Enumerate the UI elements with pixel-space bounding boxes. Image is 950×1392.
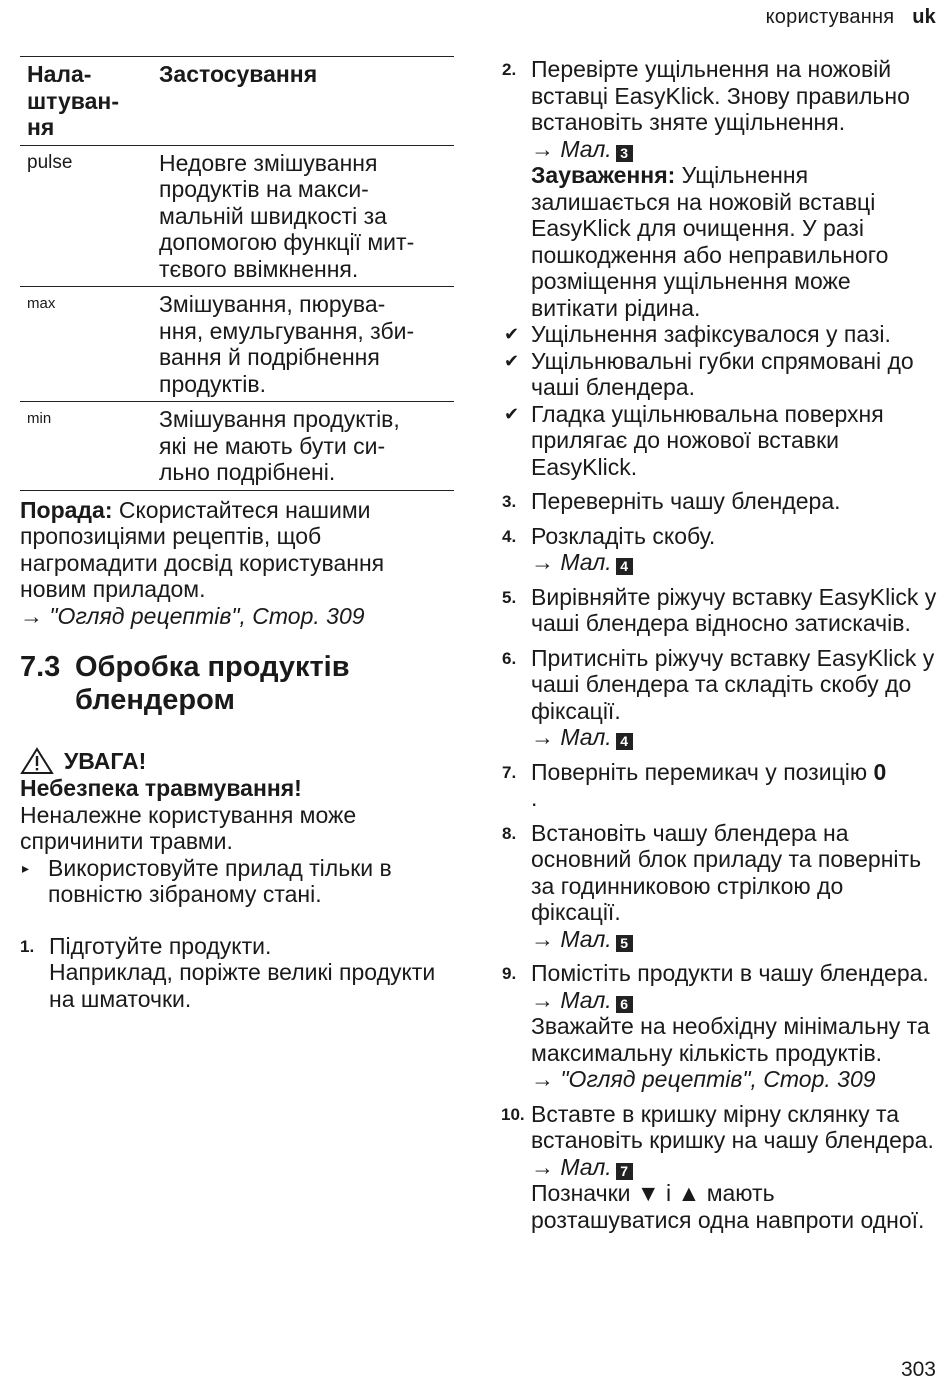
- figure-number: 4: [616, 558, 633, 575]
- marks-text-tail: мають розташуватися одна навпроти одної.: [531, 1180, 925, 1233]
- step-6: [502, 645, 938, 751]
- section-title: Обробка продуктів блендером: [75, 651, 350, 716]
- bullet-arrow-icon: ▸: [22, 859, 30, 876]
- figure-ref-label: → Мал.: [531, 986, 612, 1013]
- header-lang: uk: [912, 6, 936, 28]
- marks-text: Позначки: [531, 1180, 637, 1206]
- step-number: 8.: [502, 823, 517, 843]
- figure-number: 6: [616, 996, 633, 1013]
- step-7: [502, 759, 938, 812]
- step-number: 10.: [501, 1104, 525, 1124]
- step-9: [502, 960, 938, 1093]
- table-cell-setting: min: [27, 410, 52, 427]
- tip-text: Скористайтеся нашими пропозиціями рецептів, щоб нагромадити досвід користування новим приладом.: [20, 496, 385, 602]
- step-extra: [531, 1180, 938, 1233]
- figure-ref-label: → Мал.: [531, 549, 612, 575]
- step-text: Переверніть чашу блендера.: [531, 488, 841, 514]
- step-text: Встановіть чашу блендера на основний блок приладу та поверніть за годинниковою стрілкою до фіксації.: [531, 819, 922, 925]
- warning-subtitle: Небезпека травмування!: [20, 775, 302, 801]
- step-2: [502, 56, 938, 321]
- figure-ref[interactable]: [531, 987, 938, 1014]
- step-text: Підготуйте продукти.: [49, 932, 272, 959]
- check-text: Ущільнення зафіксувалося у пазі.: [531, 321, 891, 347]
- warning-triangle-icon: [20, 747, 54, 775]
- figure-ref-label: → Мал.: [531, 135, 612, 162]
- section-number: 7.3: [20, 651, 61, 683]
- switch-position: 0: [873, 758, 887, 785]
- triangle-down-icon: ▼: [636, 1180, 660, 1206]
- step-5: [502, 584, 938, 637]
- recipes-xref[interactable]: → "Огляд рецептів", Стор. 309: [531, 1066, 876, 1092]
- figure-ref-label: → Мал.: [531, 724, 612, 750]
- check-text: Ущільнювальні губки спрямовані до чаші блендера.: [531, 347, 914, 400]
- section-heading: [20, 651, 454, 717]
- warning-bullet: [20, 855, 454, 908]
- check-item: [502, 321, 938, 348]
- figure-number: 5: [616, 935, 633, 952]
- step-number: 7.: [502, 762, 517, 782]
- header-section: користування: [765, 6, 895, 28]
- page-header: [766, 6, 936, 29]
- table-row: [20, 402, 454, 491]
- step-3: [502, 488, 938, 515]
- tip-block: [20, 497, 454, 630]
- step-10: [502, 1101, 938, 1234]
- warning-block: [20, 747, 454, 908]
- step-text: Вирівняйте ріжучу вставку EasyKlick у чаші блендера відносно затискачів.: [531, 583, 937, 636]
- step-text-main: Поверніть перемикач у позицію: [531, 758, 874, 785]
- step-text: [531, 759, 938, 812]
- step-number: 5.: [502, 587, 517, 607]
- left-column: [20, 56, 454, 1012]
- table-row: [20, 145, 454, 287]
- figure-number: 7: [616, 1163, 633, 1180]
- step-8: [502, 820, 938, 953]
- table-header-row: [20, 57, 454, 146]
- figure-number: 4: [616, 733, 633, 750]
- note-label: Зауваження:: [531, 162, 676, 188]
- step-text: Притисніть ріжучу вставку EasyKlick у чаші блендера та складіть скобу до фіксації.: [531, 644, 935, 724]
- figure-ref[interactable]: [531, 136, 938, 163]
- figure-number: 3: [616, 145, 633, 162]
- step-text: Розкладіть скобу.: [531, 522, 716, 549]
- settings-table: [20, 56, 454, 491]
- step-text-tail: .: [531, 785, 538, 811]
- figure-ref-label: → Мал.: [531, 1153, 612, 1180]
- right-column: [502, 56, 938, 1233]
- figure-ref[interactable]: [531, 926, 938, 953]
- triangle-up-icon: ▲: [677, 1180, 701, 1206]
- page-number: 303: [900, 1358, 936, 1381]
- check-icon: ✔: [504, 350, 520, 371]
- warning-bullet-text: Використовуйте прилад тільки в повністю зібраному стані.: [48, 854, 392, 907]
- warning-text: Неналежне користування може спричинити травми.: [20, 801, 357, 854]
- note-text: Ущільнення залишається на ножовій вставці EasyKlick для очищення. У разі пошкодження або неправильного розміщення ущільнення може витікати рідина.: [531, 162, 889, 321]
- step-extra: Наприклад, поріжте великі продукти на шматочки.: [49, 959, 436, 1012]
- step-extra: Зважайте на необхідну мінімальну та максимальну кількість продуктів.: [531, 1013, 930, 1066]
- step-1: [20, 933, 454, 1013]
- step-text: Помістіть продукти в чашу блендера.: [531, 960, 929, 986]
- figure-ref-label: → Мал.: [531, 925, 612, 952]
- tip-label: Порада:: [20, 496, 113, 523]
- table-cell-use: Змішування продуктів, які не мають бути си- льно подрібнені.: [159, 406, 400, 485]
- table-row: [20, 287, 454, 402]
- step-number: 1.: [20, 936, 35, 956]
- figure-ref[interactable]: [531, 1154, 938, 1181]
- table-cell-use: Недовге змішування продуктів на макси- мальній швидкості за допомогою функції мит- тєвого ввімкнення.: [159, 149, 415, 282]
- marks-and: і: [659, 1180, 678, 1206]
- check-item: [502, 348, 938, 401]
- tip-xref[interactable]: → "Огляд рецептів", Стор. 309: [20, 602, 365, 629]
- table-cell-use: Змішування, пюрува- ння, емульгування, зби- вання й подрібнення продуктів.: [159, 291, 415, 397]
- table-cell-setting: pulse: [27, 151, 73, 173]
- step-number: 6.: [502, 648, 517, 668]
- warning-title: [20, 747, 454, 775]
- check-item: [502, 401, 938, 481]
- check-text: Гладка ущільнювальна поверхня прилягає до ножової вставки EasyKlick.: [531, 400, 884, 480]
- table-header-use: Застосування: [159, 61, 318, 87]
- step-text: Перевірте ущільнення на ножовій вставці EasyKlick. Знову правильно встановіть зняте ущільнення.: [531, 56, 910, 135]
- step-4: [502, 523, 938, 576]
- step-text: Вставте в кришку мірну склянку та встановіть кришку на чашу блендера.: [531, 1100, 934, 1153]
- step-number: 9.: [502, 964, 517, 983]
- step-note: [531, 162, 938, 321]
- table-cell-setting: max: [27, 295, 56, 312]
- check-icon: ✔: [504, 324, 520, 344]
- step-number: 3.: [502, 492, 517, 511]
- step-number: 2.: [502, 60, 517, 79]
- figure-ref[interactable]: [531, 724, 938, 751]
- step-number: 4.: [502, 526, 517, 546]
- figure-ref[interactable]: [531, 549, 938, 576]
- warning-title-text: УВАГА!: [64, 747, 147, 774]
- table-header-setting: Нала- штуван- ня: [27, 61, 119, 140]
- check-icon: ✔: [504, 403, 520, 424]
